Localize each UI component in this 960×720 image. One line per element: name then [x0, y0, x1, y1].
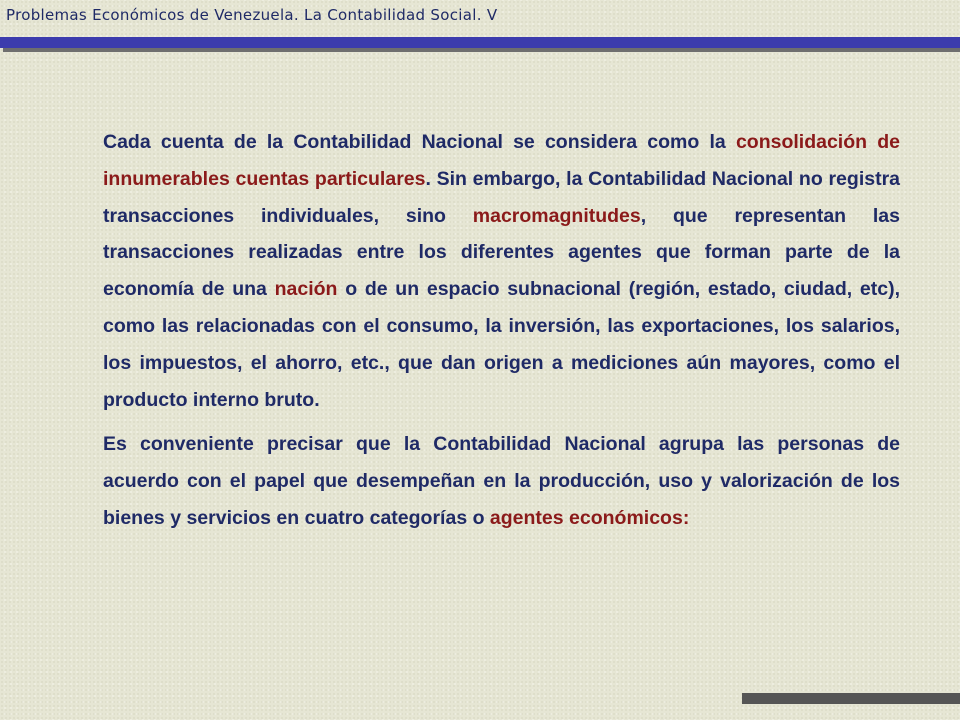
p1-highlight-macromagnitudes: macromagnitudes — [472, 204, 641, 227]
p1-text-2: . Sin embargo, la Contabilidad Nacional no registra transacciones individuales, sino — [103, 167, 901, 227]
slide-body — [103, 124, 900, 545]
p1-text-4: o de un espacio subnacional (región, estado, ciudad, etc), como las relacionadas con el consumo, la inversión, las exportaciones, los salarios, los impuestos, el ahorro, etc., que dan origen a mediciones aún mayores, como el producto interno bruto. — [103, 278, 900, 411]
paragraph-1 — [103, 124, 900, 418]
p2-text-1: Es conveniente precisar que la Contabilidad Nacional agrupa las personas de acuerdo con el papel que desempeñan en la producción, uso y valorización de los bienes y servicios en cuatro categorías o — [103, 433, 900, 529]
paragraph-2 — [103, 426, 900, 536]
footer-bar — [742, 693, 960, 704]
p1-highlight-consolidacion: consolidación de innumerables cuentas particulares — [103, 131, 900, 190]
p1-text-3: , que representan las transacciones realizadas entre los diferentes agentes que forman parte de la economía de una — [103, 204, 900, 301]
p1-text-1: Cada cuenta de la Contabilidad Nacional se considera como la — [103, 131, 736, 153]
slide-header-title: Problemas Económicos de Venezuela. La Contabilidad Social. V — [6, 6, 498, 24]
header-rule — [0, 37, 960, 48]
p2-highlight-agentes: agentes económicos: — [489, 506, 690, 529]
p1-highlight-nacion: nación — [274, 278, 338, 301]
